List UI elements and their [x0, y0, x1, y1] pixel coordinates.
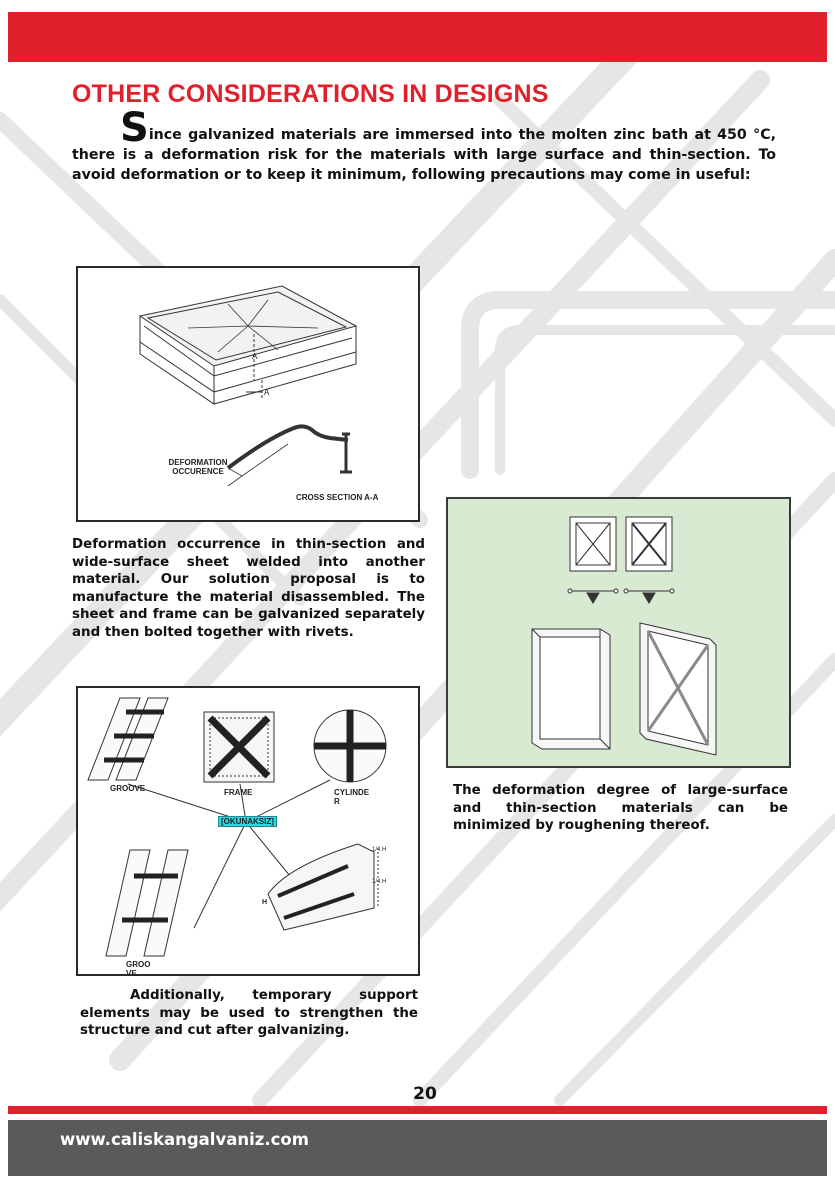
- footer-red-line: [8, 1106, 827, 1114]
- h-label: H: [262, 899, 268, 906]
- intro-text: ince galvanized materials are immersed into the molten zinc bath at 450 °C, there is a deformation risk for the materials with large surface and thin-section. To avoid deformation or to keep it minimum, following precautions may come in useful:: [72, 127, 776, 183]
- cylinder-label: [334, 788, 369, 806]
- figure-deformation-occurrence: [76, 266, 420, 522]
- footer-website-link[interactable]: www.caliskangalvaniz.com: [60, 1130, 309, 1149]
- caption-temporary-supports: [80, 987, 418, 1040]
- cylinder-label-line1: CYLINDE: [334, 788, 370, 797]
- unreadable-label: [OKUNAKSIZ]: [218, 816, 277, 827]
- roughening-diagram: [448, 499, 789, 766]
- caption-deformation-occurrence: Deformation occurrence in thin-section and wide-surface sheet welded into another material. Our solution proposal is to manufacture the material disassembled. The sheet and frame can be galvanized separately and then bolted together with rivets.: [72, 537, 425, 640]
- cylinder-label-line2: R: [334, 797, 340, 806]
- deformation-diagram: [78, 268, 418, 520]
- cross-section-label: CROSS SECTION A-A: [296, 493, 379, 502]
- deformation-label: DEFORMATION OCCURENCE: [168, 458, 228, 476]
- page-number: 20: [413, 1084, 437, 1104]
- quarter-h-label: 1/4 H: [372, 879, 387, 885]
- page-title: OTHER CONSIDERATIONS IN DESIGNS: [72, 80, 549, 108]
- caption-temporary-supports-text: Additionally, temporary support elements may be used to strengthen the structure and cut after galvanizing.: [80, 988, 418, 1038]
- frame-label: FRAME: [224, 788, 253, 797]
- groove-top-label: GROOVE: [110, 784, 146, 793]
- drop-cap: S: [120, 105, 149, 151]
- intro-paragraph: [72, 105, 776, 185]
- caption-roughening: The deformation degree of large-surface and thin-section materials can be minimized by roughening thereof.: [453, 783, 788, 833]
- figure-roughening: [446, 497, 791, 768]
- section-arrow-label: A: [252, 352, 258, 361]
- section-arrow-label: A: [264, 388, 270, 397]
- header-bar: [8, 12, 827, 62]
- figure-temporary-supports: [76, 686, 420, 976]
- quarter-h-label: 1/4 H: [372, 847, 387, 853]
- groove-bottom-label-line1: GROO: [126, 960, 151, 969]
- groove-bottom-label-line2: VE: [126, 969, 137, 978]
- groove-bottom-label: [126, 960, 150, 978]
- support-elements-diagram: [78, 688, 418, 974]
